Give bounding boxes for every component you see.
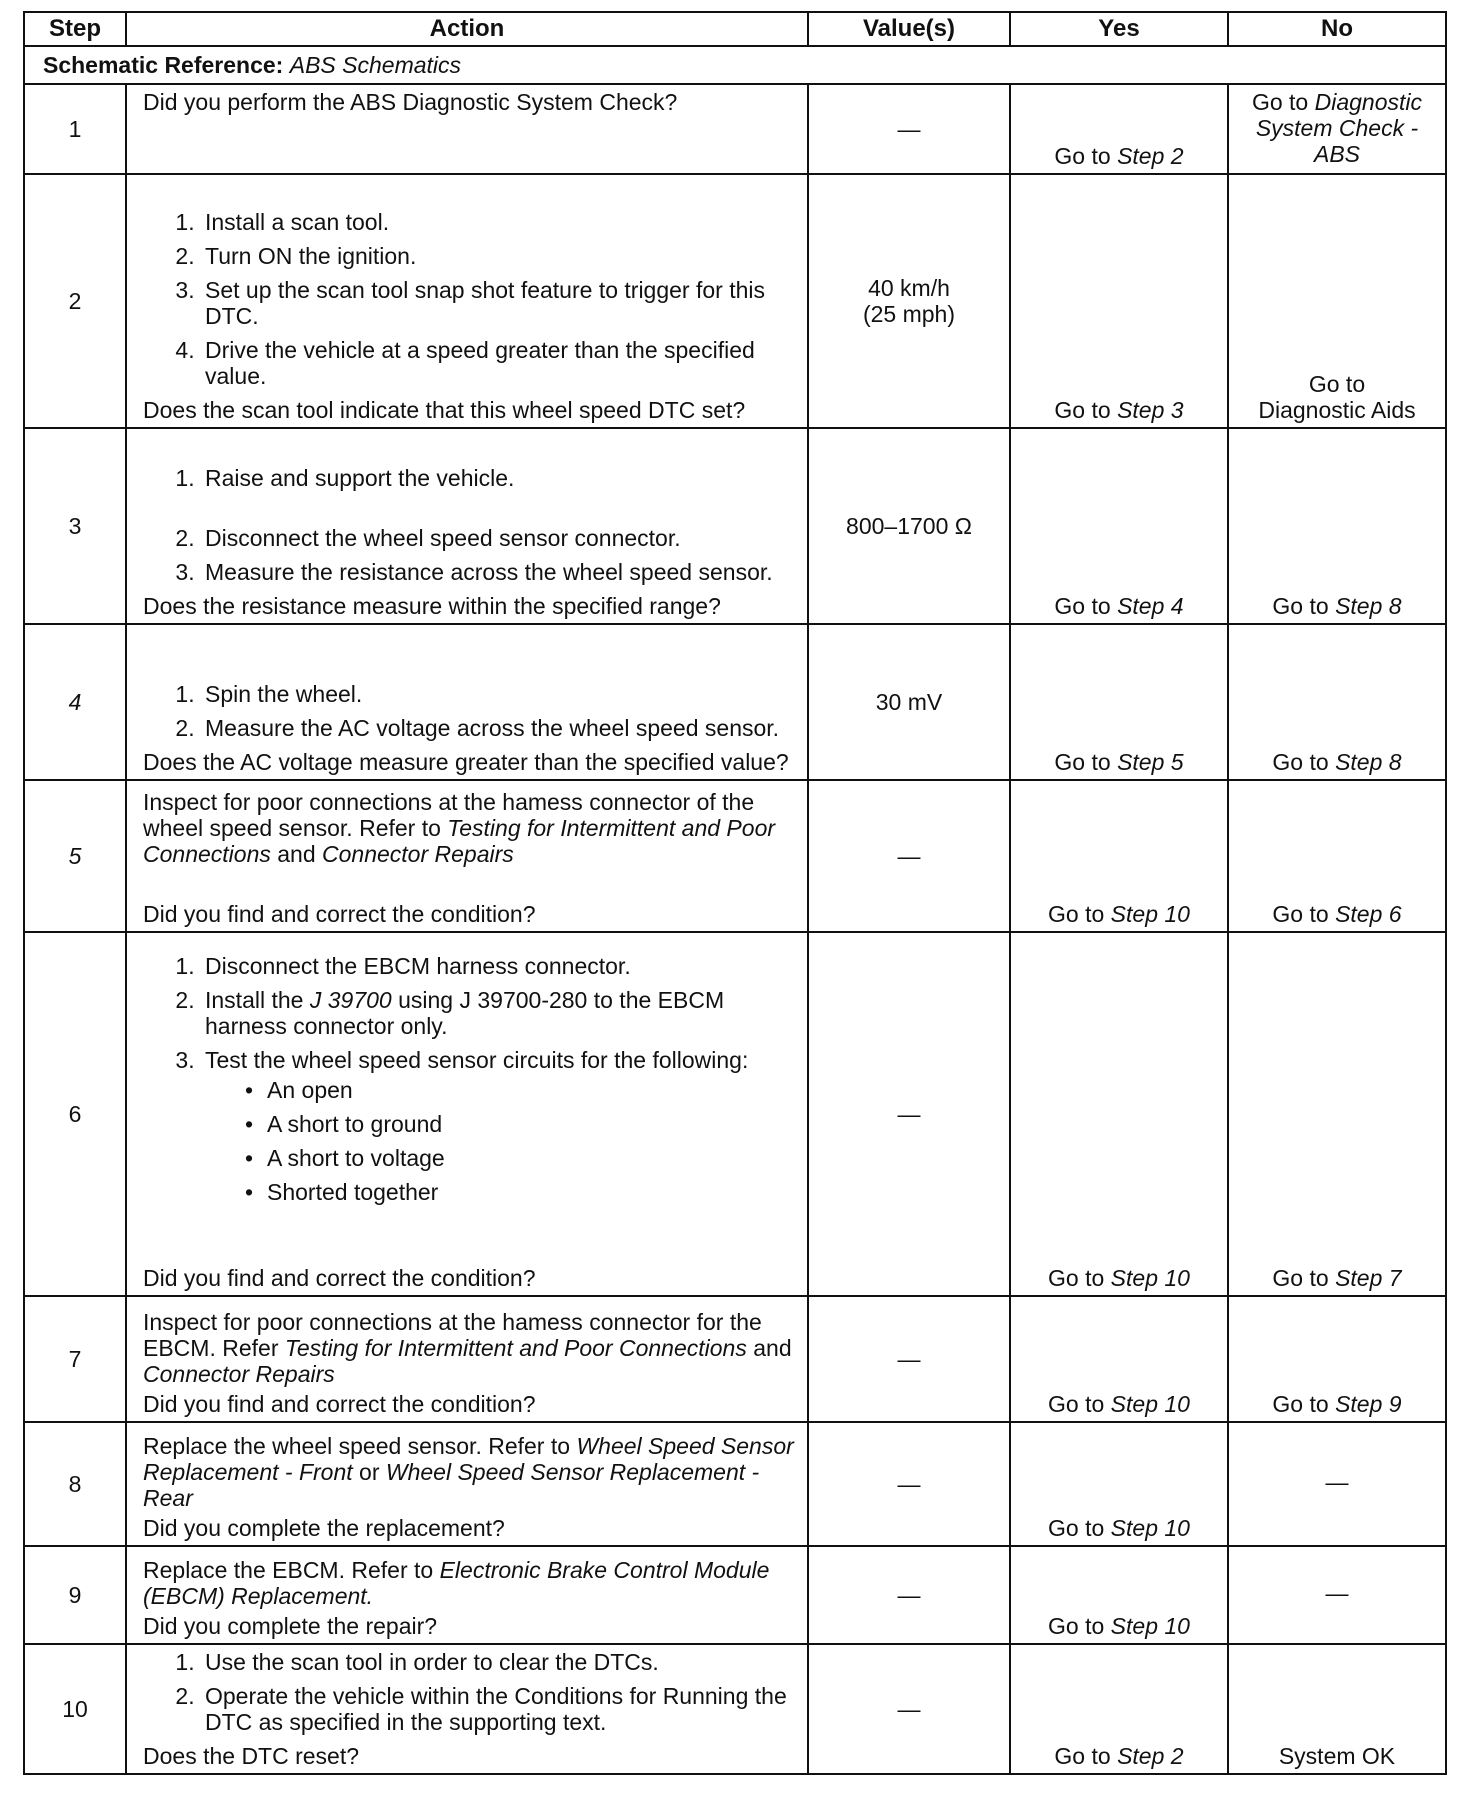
step-row-2 bbox=[24, 174, 1446, 428]
value-cell: 30 mV bbox=[808, 624, 1010, 780]
no-cell: Go to Step 6 bbox=[1228, 780, 1446, 932]
action-steps-list bbox=[143, 465, 799, 585]
step-number: 7 bbox=[24, 1296, 126, 1422]
step-row-1 bbox=[24, 84, 1446, 174]
bullet-item: • An open bbox=[245, 1077, 799, 1103]
reference-link[interactable]: Connector Repairs bbox=[322, 841, 514, 867]
bullet-list bbox=[205, 1077, 799, 1205]
schematic-reference-row bbox=[24, 46, 1446, 84]
step-number: 4 bbox=[24, 624, 126, 780]
yes-step-link[interactable]: Step 10 bbox=[1110, 901, 1190, 927]
question-text: Did you find and correct the condition? bbox=[143, 1391, 536, 1417]
value-cell: 800–1700 Ω bbox=[808, 428, 1010, 624]
reference-link[interactable]: Connector Repairs bbox=[143, 1361, 335, 1387]
question-text: Does the resistance measure within the specified range? bbox=[143, 593, 721, 619]
yes-cell: Go to Step 10 bbox=[1010, 932, 1228, 1296]
action-cell: Inspect for poor connections at the hamess connector of the wheel speed sensor. Refer to Testing for Intermittent and Poor Connections and Connector Repairs Did you find and correct the condition? bbox=[126, 780, 808, 932]
reference-link[interactable]: Wheel Speed Sensor Replacement - Rear bbox=[143, 1459, 760, 1511]
step-number: 6 bbox=[24, 932, 126, 1296]
reference-link[interactable]: Testing for Intermittent and Poor Connections bbox=[143, 815, 776, 867]
action-cell bbox=[126, 1644, 808, 1774]
step-number: 2 bbox=[24, 174, 126, 428]
question-text: Did you find and correct the condition? bbox=[143, 1265, 536, 1291]
step-row-7 bbox=[24, 1296, 1446, 1422]
value-cell: — bbox=[808, 780, 1010, 932]
list-item: 2. Install the J 39700 using J 39700-280 to the EBCM harness connector only. bbox=[201, 987, 799, 1039]
diagnostic-table bbox=[23, 11, 1447, 1775]
yes-cell: Go to Step 3 bbox=[1010, 174, 1228, 428]
no-cell: Go to Step 9 bbox=[1228, 1296, 1446, 1422]
reference-link[interactable]: Wheel Speed Sensor Replacement - Front bbox=[143, 1433, 794, 1485]
yes-step-link[interactable]: Step 2 bbox=[1117, 1743, 1184, 1769]
tool-link[interactable]: J 39700 bbox=[309, 987, 392, 1013]
step-row-5 bbox=[24, 780, 1446, 932]
action-steps-list bbox=[143, 953, 799, 1205]
list-item: 2. Measure the AC voltage across the wheel speed sensor. bbox=[201, 715, 799, 741]
value-cell: — bbox=[808, 932, 1010, 1296]
step-row-6 bbox=[24, 932, 1446, 1296]
no-cell: — bbox=[1228, 1422, 1446, 1546]
no-cell: Go to Step 8 bbox=[1228, 428, 1446, 624]
list-item: 1. Disconnect the EBCM harness connector. bbox=[201, 953, 799, 979]
action-steps-list bbox=[143, 681, 799, 741]
header-action: Action bbox=[126, 12, 808, 46]
list-item: 2. Operate the vehicle within the Conditions for Running the DTC as specified in the supporting text. bbox=[201, 1683, 799, 1735]
value-cell: 40 km/h (25 mph) bbox=[808, 174, 1010, 428]
step-number: 1 bbox=[24, 84, 126, 174]
yes-step-link[interactable]: Step 10 bbox=[1110, 1391, 1190, 1417]
step-row-8 bbox=[24, 1422, 1446, 1546]
reference-link[interactable]: Electronic Brake Control Module (EBCM) Replacement. bbox=[143, 1557, 770, 1609]
step-number: 9 bbox=[24, 1546, 126, 1644]
header-step: Step bbox=[24, 12, 126, 46]
action-steps-list bbox=[143, 1649, 799, 1735]
no-step-link[interactable]: Step 8 bbox=[1335, 749, 1402, 775]
no-cell: Go to Diagnostic System Check - ABS bbox=[1228, 84, 1446, 174]
action-cell bbox=[126, 932, 808, 1296]
yes-cell: Go to Step 4 bbox=[1010, 428, 1228, 624]
bullet-item: • A short to voltage bbox=[245, 1145, 799, 1171]
action-cell: Inspect for poor connections at the hamess connector for the EBCM. Refer Testing for Intermittent and Poor Connections and Connector Repairs Did you find and correct the condition? bbox=[126, 1296, 808, 1422]
list-item: 1. Spin the wheel. bbox=[201, 681, 799, 707]
action-cell: Replace the EBCM. Refer to Electronic Brake Control Module (EBCM) Replacement. Did you complete the repair? bbox=[126, 1546, 808, 1644]
value-cell: — bbox=[808, 1422, 1010, 1546]
no-step-link[interactable]: Step 9 bbox=[1335, 1391, 1402, 1417]
no-cell: Go to Step 7 bbox=[1228, 932, 1446, 1296]
question-text: Does the scan tool indicate that this wheel speed DTC set? bbox=[143, 397, 746, 423]
bullet-item: • A short to ground bbox=[245, 1111, 799, 1137]
yes-cell: Go to Step 10 bbox=[1010, 780, 1228, 932]
no-step-link[interactable]: Step 6 bbox=[1335, 901, 1402, 927]
yes-step-link[interactable]: Step 3 bbox=[1117, 397, 1184, 423]
question-text: Does the DTC reset? bbox=[143, 1743, 360, 1769]
schematic-label: Schematic Reference: bbox=[43, 52, 284, 78]
no-cell: Go to Diagnostic Aids bbox=[1228, 174, 1446, 428]
schematic-link[interactable]: ABS Schematics bbox=[289, 52, 462, 78]
step-number: 8 bbox=[24, 1422, 126, 1546]
yes-step-link[interactable]: Step 5 bbox=[1117, 749, 1184, 775]
yes-cell: Go to Step 2 bbox=[1010, 1644, 1228, 1774]
list-item: 1. Install a scan tool. bbox=[201, 209, 799, 235]
list-item: 1. Raise and support the vehicle. bbox=[201, 465, 799, 491]
header-row bbox=[24, 12, 1446, 46]
value-cell: — bbox=[808, 1644, 1010, 1774]
step-number: 10 bbox=[24, 1644, 126, 1774]
yes-step-link[interactable]: Step 10 bbox=[1110, 1515, 1190, 1541]
step-number: 3 bbox=[24, 428, 126, 624]
no-step-link[interactable]: Step 8 bbox=[1335, 593, 1402, 619]
action-cell: Replace the wheel speed sensor. Refer to Wheel Speed Sensor Replacement - Front or Wheel Speed Sensor Replacement - Rear Did you complete the replacement? bbox=[126, 1422, 808, 1546]
yes-step-link[interactable]: Step 2 bbox=[1117, 143, 1184, 169]
yes-cell: Go to Step 5 bbox=[1010, 624, 1228, 780]
question-text: Does the AC voltage measure greater than the specified value? bbox=[143, 749, 789, 775]
no-cell: Go to Step 8 bbox=[1228, 624, 1446, 780]
value-cell: — bbox=[808, 1296, 1010, 1422]
header-yes: Yes bbox=[1010, 12, 1228, 46]
value-cell: — bbox=[808, 1546, 1010, 1644]
list-item: 4. Drive the vehicle at a speed greater than the specified value. bbox=[201, 337, 799, 389]
yes-cell: Go to Step 2 bbox=[1010, 84, 1228, 174]
yes-cell: Go to Step 10 bbox=[1010, 1546, 1228, 1644]
yes-step-link[interactable]: Step 10 bbox=[1110, 1265, 1190, 1291]
bullet-item: • Shorted together bbox=[245, 1179, 799, 1205]
step-row-4 bbox=[24, 624, 1446, 780]
no-cell: System OK bbox=[1228, 1644, 1446, 1774]
diagnostic-table-sheet bbox=[23, 11, 1445, 1775]
action-cell bbox=[126, 84, 808, 174]
action-steps-list bbox=[143, 209, 799, 389]
list-item: 2. Disconnect the wheel speed sensor connector. bbox=[201, 525, 799, 551]
action-cell bbox=[126, 624, 808, 780]
step-row-10 bbox=[24, 1644, 1446, 1774]
action-cell bbox=[126, 174, 808, 428]
list-item: 3. Set up the scan tool snap shot feature to trigger for this DTC. bbox=[201, 277, 799, 329]
header-no: No bbox=[1228, 12, 1446, 46]
schematic-reference bbox=[24, 46, 1446, 84]
header-values: Value(s) bbox=[808, 12, 1010, 46]
no-cell: — bbox=[1228, 1546, 1446, 1644]
reference-link[interactable]: Testing for Intermittent and Poor Connections bbox=[284, 1335, 747, 1361]
yes-cell: Go to Step 10 bbox=[1010, 1422, 1228, 1546]
yes-step-link[interactable]: Step 10 bbox=[1110, 1613, 1190, 1639]
list-item: 2. Turn ON the ignition. bbox=[201, 243, 799, 269]
question-text: Did you complete the repair? bbox=[143, 1613, 438, 1639]
list-item: 3. Test the wheel speed sensor circuits for the following: • An open • A short to ground • A short to voltage • Shorted together bbox=[201, 1047, 799, 1205]
question-text: Did you perform the ABS Diagnostic System Check? bbox=[143, 89, 678, 115]
yes-step-link[interactable]: Step 4 bbox=[1117, 593, 1184, 619]
value-cell: — bbox=[808, 84, 1010, 174]
list-item: 3. Measure the resistance across the wheel speed sensor. bbox=[201, 559, 799, 585]
no-step-link[interactable]: Diagnostic Aids bbox=[1258, 397, 1416, 423]
step-number: 5 bbox=[24, 780, 126, 932]
step-row-3 bbox=[24, 428, 1446, 624]
no-step-link[interactable]: Step 7 bbox=[1335, 1265, 1402, 1291]
step-row-9 bbox=[24, 1546, 1446, 1644]
question-text: Did you find and correct the condition? bbox=[143, 901, 536, 927]
no-step-link[interactable]: Diagnostic System Check - ABS bbox=[1255, 89, 1423, 167]
action-cell bbox=[126, 428, 808, 624]
yes-cell: Go to Step 10 bbox=[1010, 1296, 1228, 1422]
list-item: 1. Use the scan tool in order to clear the DTCs. bbox=[201, 1649, 799, 1675]
question-text: Did you complete the replacement? bbox=[143, 1515, 505, 1541]
